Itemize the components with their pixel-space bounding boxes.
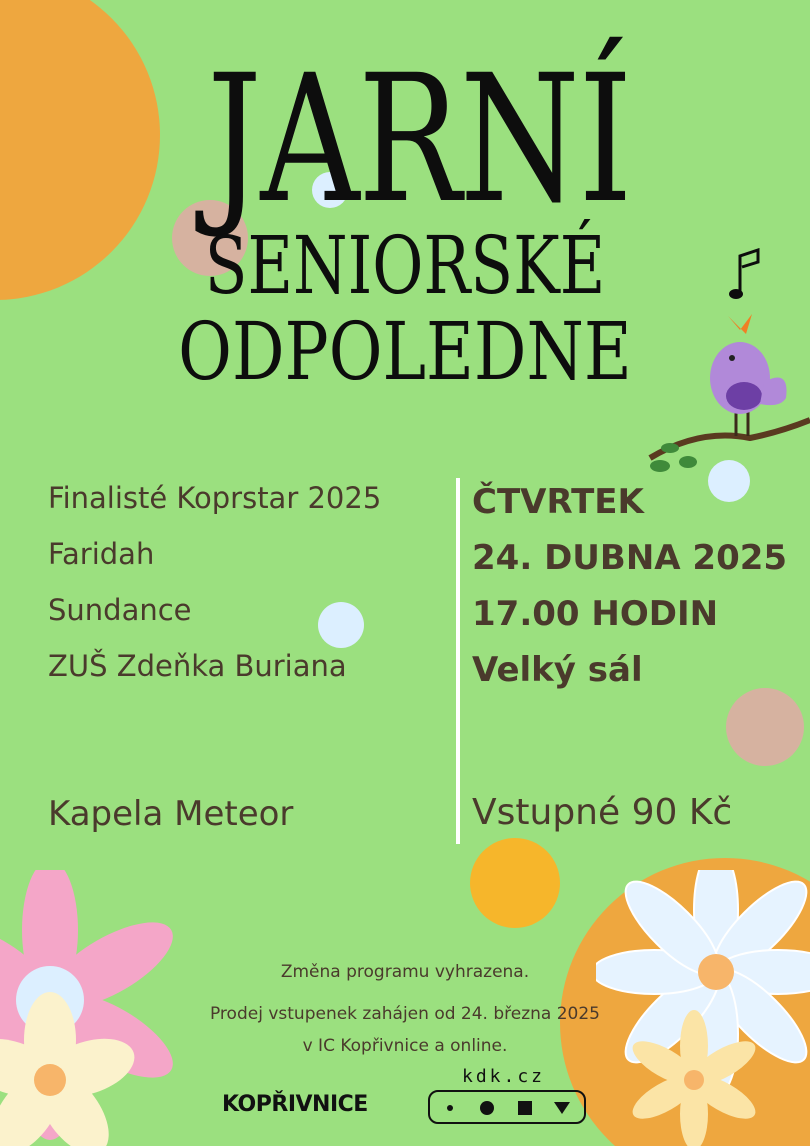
lineup-item: ZUŠ Zdeňka Buriana	[48, 649, 347, 683]
event-info	[472, 478, 787, 702]
event-time: 17.00 HODIN	[472, 594, 719, 634]
title-line-3: ODPOLEDNE	[178, 305, 632, 398]
yellow-circle	[470, 838, 560, 928]
bird-icon	[640, 308, 810, 488]
title-line-2: SENIORSKÉ	[204, 219, 606, 312]
kdk-url: kdk.cz	[462, 1066, 546, 1087]
lineup-item: Finalisté Koprstar 2025	[48, 481, 382, 515]
event-venue: Velký sál	[472, 650, 643, 690]
lineup-item: Faridah	[48, 537, 155, 571]
divider	[456, 478, 460, 844]
ticket-price: Vstupné 90 Kč	[472, 792, 733, 833]
ticket-sale-note-2: v IC Kopřivnice a online.	[302, 1036, 508, 1056]
kdk-logo	[428, 1090, 586, 1124]
band-name: Kapela Meteor	[48, 794, 294, 834]
kdk-shapes-icon	[430, 1092, 584, 1122]
flower-icon	[0, 870, 180, 1146]
lineup-list	[48, 478, 381, 702]
lineup-item: Sundance	[48, 593, 192, 627]
music-note-icon	[728, 248, 762, 304]
ticket-sale-note-1: Prodej vstupenek zahájen od 24. března 2025	[209, 1004, 600, 1024]
title-line-1: JARNÍ	[206, 37, 632, 242]
program-change-note: Změna programu vyhrazena.	[280, 962, 530, 982]
event-day: ČTVRTEK	[472, 482, 644, 522]
event-date: 24. DUBNA 2025	[472, 538, 788, 578]
koprivnice-logo: KOPŘIVNICE	[222, 1092, 368, 1117]
